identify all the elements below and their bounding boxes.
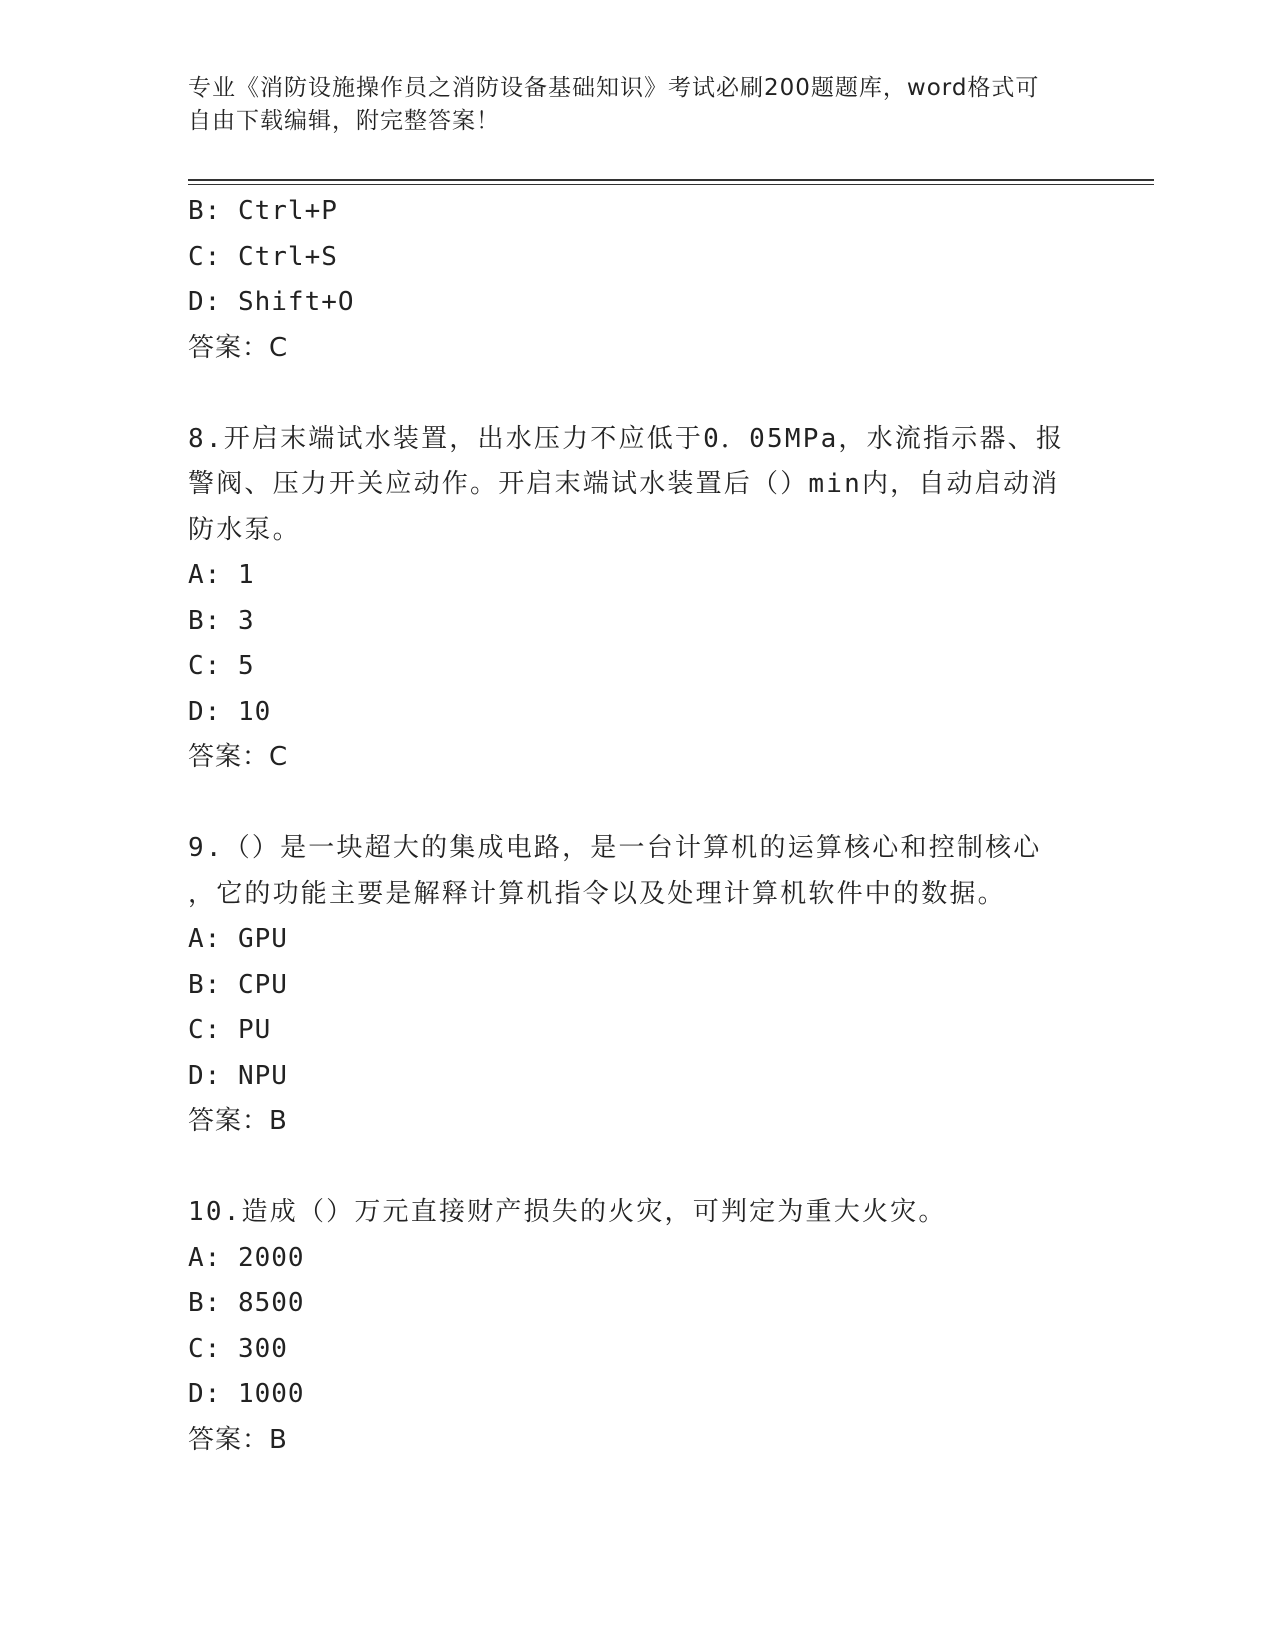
option-a: A: 2000: [188, 1242, 305, 1273]
option-b: B: CPU: [188, 969, 288, 1000]
question-9: [188, 826, 1088, 1145]
header-rule-thin: [188, 184, 1154, 185]
option-c: C: 5: [188, 651, 255, 681]
answer-line: 答案：B: [188, 1106, 288, 1136]
stem-line: 8.开启末端试水装置，出水压力不应低于0．05MPa，水流指示器、报: [188, 423, 1065, 454]
stem-line: ，它的功能主要是解释计算机指令以及处理计算机软件中的数据。: [188, 878, 1006, 909]
stem-line: 防水泵。: [188, 514, 301, 545]
option-c: C: 300: [188, 1333, 288, 1364]
option-d: D: 1000: [188, 1379, 305, 1409]
header-rule-thick: [188, 179, 1154, 181]
answer-line: 答案：B: [188, 1424, 288, 1455]
question-stem: [188, 417, 1088, 554]
page-header: [188, 72, 1088, 138]
header-title-line-2: 自由下载编辑，附完整答案！: [188, 108, 500, 134]
question-8: [188, 417, 1088, 781]
option-c: C: Ctrl+S: [188, 241, 338, 272]
header-title-line-1: 专业《消防设施操作员之消防设备基础知识》考试必刷200题题库，word格式可: [188, 75, 1040, 101]
question-gap: [188, 781, 1088, 827]
question-gap: [188, 1145, 1088, 1191]
option-d: D: 10: [188, 696, 272, 727]
option-b: B: Ctrl+P: [188, 196, 338, 226]
stem-line: 9.（）是一块超大的集成电路，是一台计算机的运算核心和控制核心: [188, 833, 1042, 863]
option-a: A: 1: [188, 560, 255, 590]
question-partial: [188, 189, 1088, 371]
question-stem: [188, 1190, 1088, 1236]
question-stem: [188, 826, 1088, 917]
question-list: [188, 189, 1088, 1463]
question-gap: [188, 371, 1088, 417]
option-b: B: 8500: [188, 1288, 305, 1318]
option-a: A: GPU: [188, 924, 288, 954]
stem-line: 警阀、压力开关应动作。开启末端试水装置后（）min内，自动启动消: [188, 469, 1060, 499]
option-d: D: NPU: [188, 1060, 288, 1091]
question-10: [188, 1190, 1088, 1463]
option-b: B: 3: [188, 605, 255, 636]
answer-line: 答案：C: [188, 742, 289, 772]
answer-line: 答案：C: [188, 332, 289, 363]
option-c: C: PU: [188, 1015, 272, 1045]
option-d: D: Shift+O: [188, 287, 355, 317]
stem-line: 10.造成（）万元直接财产损失的火灾，可判定为重大火灾。: [188, 1197, 947, 1227]
